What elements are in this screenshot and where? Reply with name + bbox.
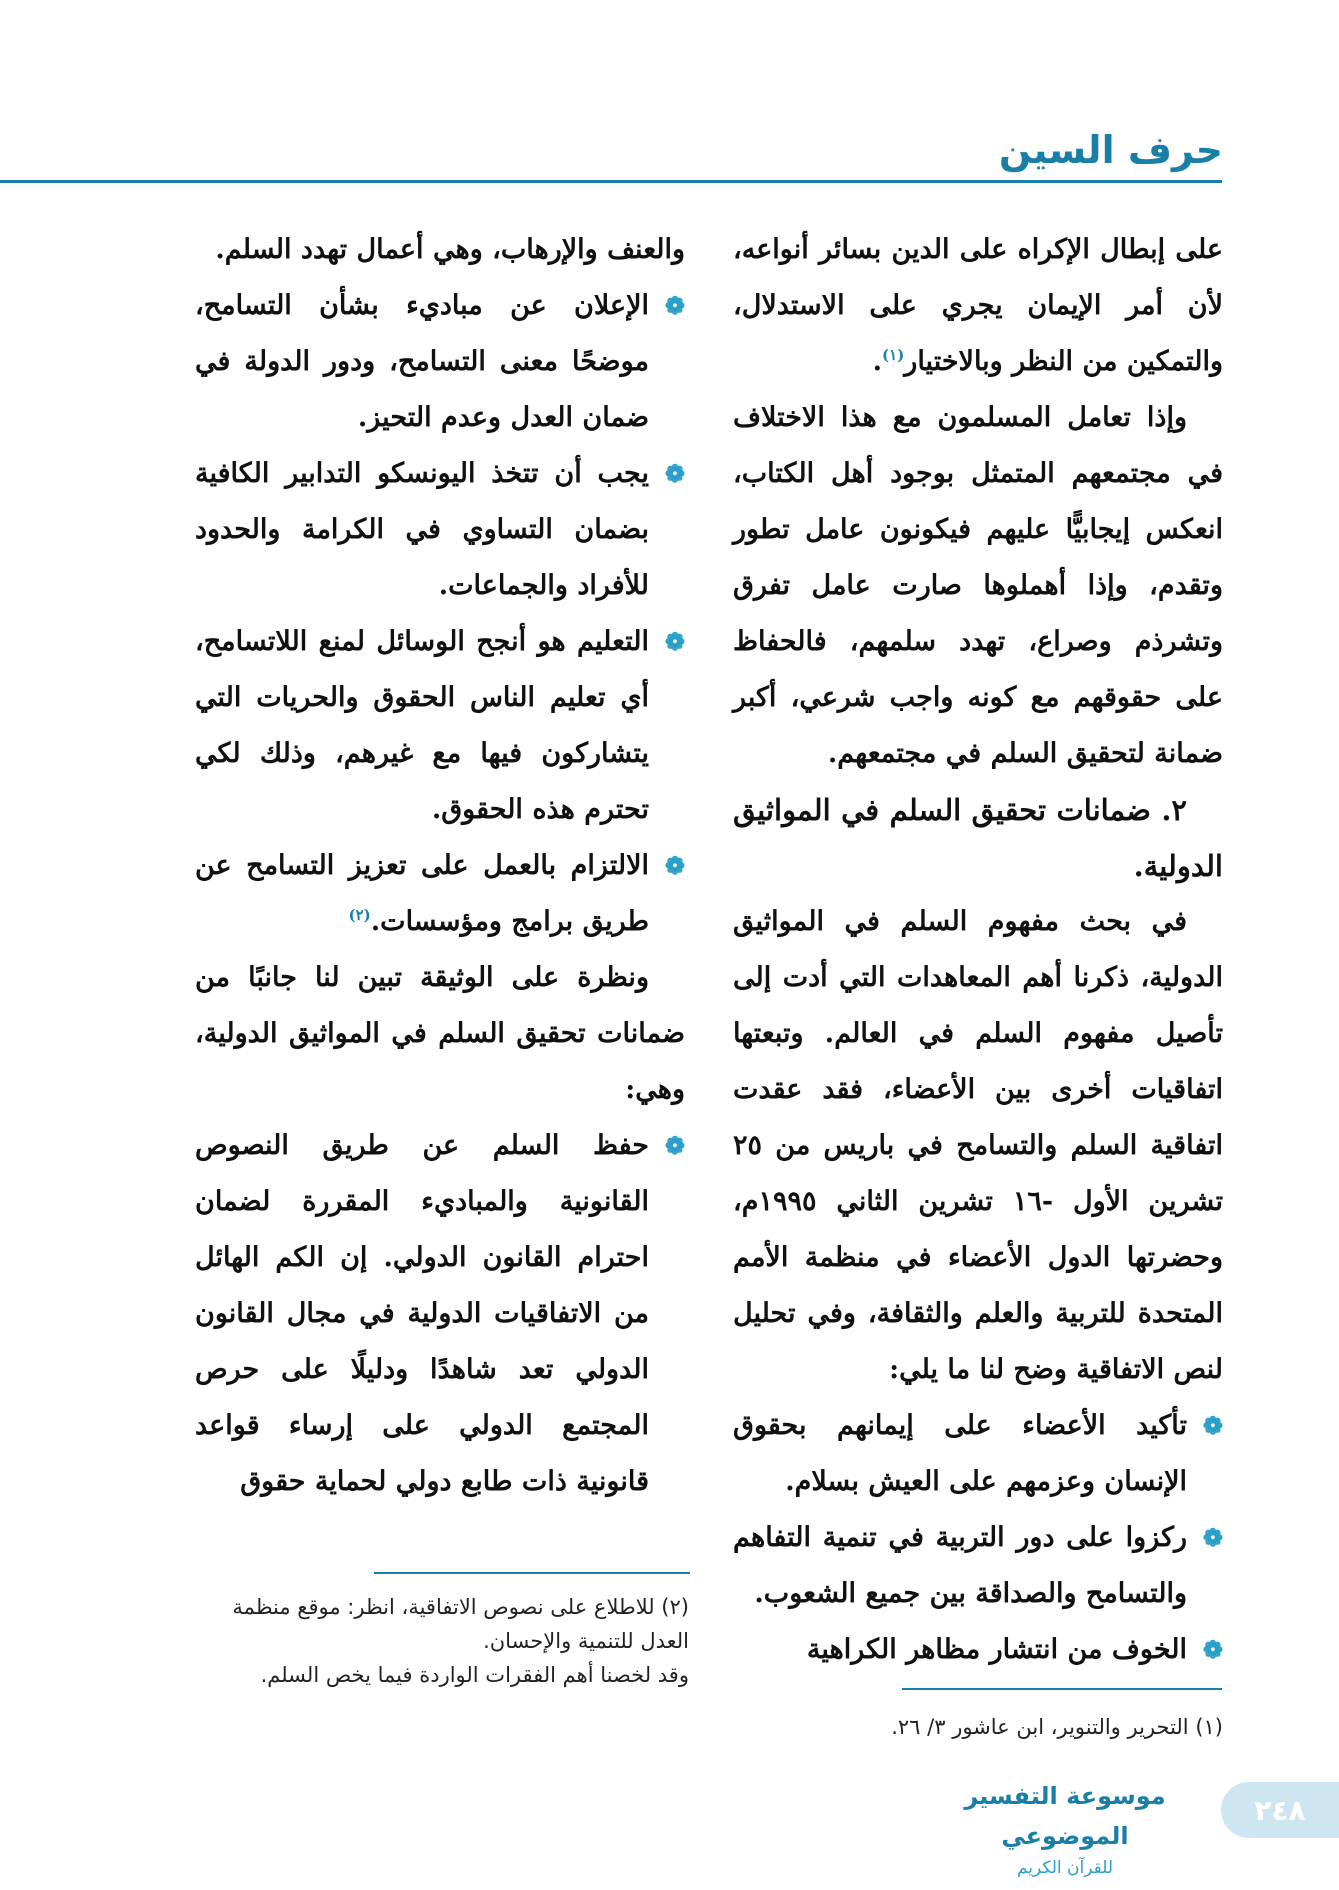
paragraph: ونظرة على الوثيقة تبين لنا جانبًا من ضمانات تحقيق السلم في المواثيق الدولية، وهي: <box>195 962 685 1105</box>
flower-bullet-icon: ❁ <box>664 851 685 880</box>
left-column <box>195 222 685 1510</box>
paragraph: في بحث مفهوم السلم في المواثيق الدولية، ذكرنا أهم المعاهدات التي أدت إلى تأصيل مفهوم السلم في العالم. وتبعتها اتفاقيات أخرى بين الأعضاء، فقد عقدت اتفاقية السلم والتسامح في باريس من ٢٥ تشرين الأول -١٦ تشرين الثاني ١٩٩٥م، وحضرتها الدول الأعضاء في منظمة الأمم المتحدة للتربية والعلم والثقافة، وفي تحليل لنص الاتفاقية وضح لنا ما يلي: <box>733 906 1223 1385</box>
list-item <box>195 614 685 838</box>
flower-bullet-icon: ❁ <box>664 627 685 656</box>
flower-bullet-icon: ❁ <box>1202 1411 1223 1440</box>
flower-bullet-icon: ❁ <box>1202 1523 1223 1552</box>
list-item-text: حفظ السلم عن طريق النصوص القانونية والمباديء المقررة لضمان احترام القانون الدولي. إن الكم الهائل من الاتفاقيات الدولية في مجال القانون الدولي تعد شاهدًا ودليلًا على حرص المجتمع الدولي على إرساء قواعد قانونية ذات طابع دولي لحماية حقوق <box>195 1130 649 1497</box>
footnote-2 <box>189 1590 689 1692</box>
list-item-text: يجب أن تتخذ اليونسكو التدابير الكافية بضمان التساوي في الكرامة والحدود للأفراد والجماعات. <box>195 458 649 601</box>
flower-bullet-icon: ❁ <box>664 291 685 320</box>
footnote-divider <box>902 1688 1222 1690</box>
footnote-ref-2[interactable]: (٢) <box>348 906 371 924</box>
flower-bullet-icon: ❁ <box>664 459 685 488</box>
right-column <box>733 222 1223 1678</box>
paragraph <box>733 222 1223 390</box>
list-item <box>733 1510 1223 1622</box>
list-item-text: الخوف من انتشار مظاهر الكراهية <box>806 1634 1187 1665</box>
footnote-1 <box>703 1710 1223 1744</box>
footnote-text: (١) التحرير والتنوير، ابن عاشور ٣/ ٢٦. <box>891 1715 1223 1739</box>
list-item <box>195 838 685 950</box>
list-item <box>195 278 685 446</box>
list-item-text: الالتزام بالعمل على تعزيز التسامح عن طريق برامج ومؤسسات. <box>195 850 649 937</box>
footnote-divider <box>374 1572 690 1574</box>
page-number: ٢٤٨ <box>1221 1782 1339 1838</box>
header-divider <box>0 180 1222 183</box>
list-item <box>733 1398 1223 1510</box>
list-item <box>195 1118 685 1510</box>
series-logo <box>925 1776 1205 1878</box>
subheading: ٢. ضمانات تحقيق السلم في المواثيق الدولية. <box>733 793 1223 883</box>
paragraph: وإذا تعامل المسلمون مع هذا الاختلاف في مجتمعهم المتمثل بوجود أهل الكتاب، انعكس إيجابيًّا عليهم فيكونون عامل تطور وتقدم، وإذا أهملوها صارت عامل تفرق وتشرذم وصراع، تهدد سلمهم، فالحفاظ على حقوقهم مع كونه واجب شرعي، أكبر ضمانة لتحقيق السلم في مجتمعهم. <box>733 402 1223 769</box>
list-item <box>733 1622 1223 1678</box>
footnote-text: (٢) للاطلاع على نصوص الاتفاقية، انظر: موقع منظمة العدل للتنمية والإحسان. <box>232 1595 689 1653</box>
footnote-ref-1[interactable]: (١) <box>882 346 905 364</box>
list-item-text: ركزوا على دور التربية في تنمية التفاهم والتسامح والصداقة بين جميع الشعوب. <box>733 1522 1187 1609</box>
section-title: حرف السين <box>998 128 1223 172</box>
series-title: موسوعة التفسير الموضوعي <box>964 1782 1166 1850</box>
flower-bullet-icon: ❁ <box>664 1131 685 1160</box>
list-item <box>195 446 685 614</box>
paragraph: والعنف والإرهاب، وهي أعمال تهدد السلم. <box>215 234 685 265</box>
flower-bullet-icon: ❁ <box>1202 1635 1223 1664</box>
list-item-text: الإعلان عن مباديء بشأن التسامح، موضحًا معنى التسامح، ودور الدولة في ضمان العدل وعدم التحيز. <box>195 290 649 433</box>
list-item-text: التعليم هو أنجح الوسائل لمنع اللاتسامح، أي تعليم الناس الحقوق والحريات التي يتشاركون فيها مع غيرهم، وذلك لكي تحترم هذه الحقوق. <box>195 626 649 825</box>
paragraph-end: . <box>872 346 883 377</box>
series-subtitle: للقرآن الكريم <box>1016 1858 1114 1878</box>
footnote-text: وقد لخصنا أهم الفقرات الواردة فيما يخص السلم. <box>260 1663 689 1687</box>
paragraph-text: على إبطال الإكراه على الدين بسائر أنواعه، لأن أمر الإيمان يجري على الاستدلال، والتمكين من النظر وبالاختيار <box>733 234 1223 377</box>
list-item-text: تأكيد الأعضاء على إيمانهم بحقوق الإنسان وعزمهم على العيش بسلام. <box>733 1410 1187 1497</box>
